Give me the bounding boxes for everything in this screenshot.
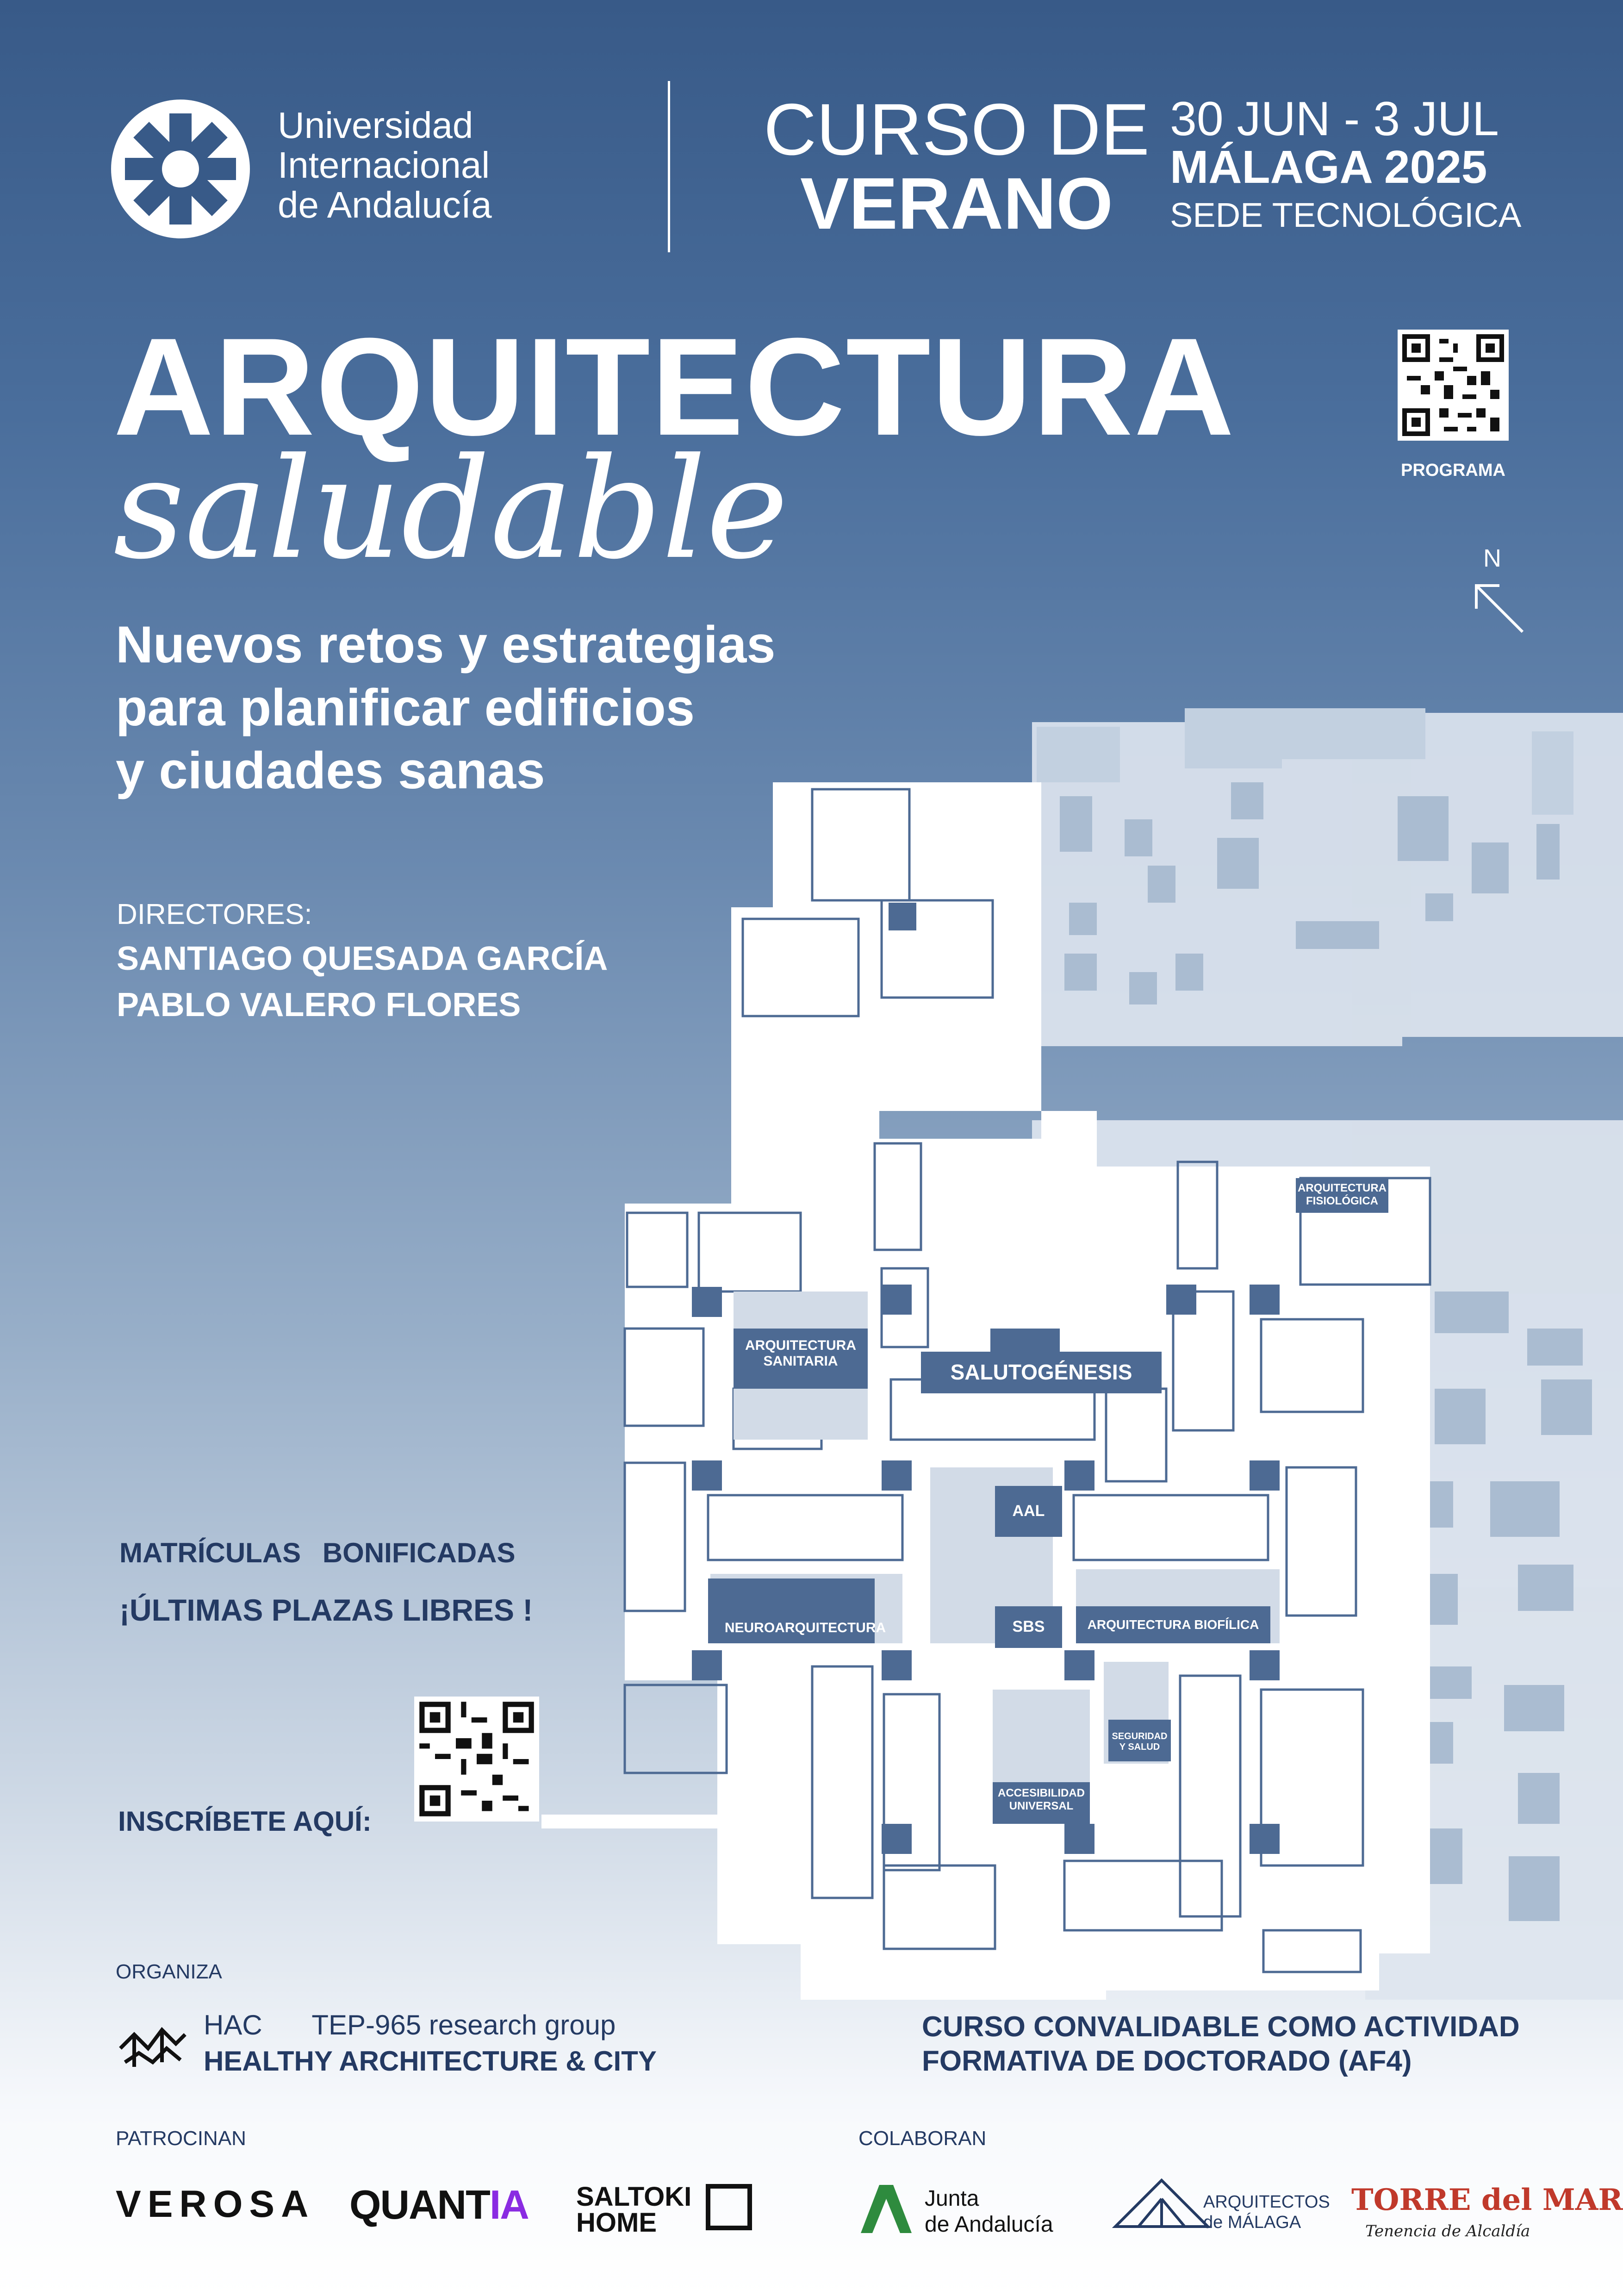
- junta-andalucia-icon: [858, 2180, 914, 2238]
- zone-arquitectura-biofilica: ARQUITECTURA BIOFÍLICA: [1087, 1617, 1259, 1632]
- course-details: [1170, 92, 1522, 239]
- saltoki-square-icon: [706, 2184, 752, 2230]
- junta-andalucia-logo: Junta de Andalucía: [925, 2186, 1053, 2237]
- verosa-logo: VEROSA: [116, 2183, 315, 2225]
- zone-aal: AAL: [1012, 1502, 1045, 1520]
- saltoki-logo: SALTOKI HOME: [576, 2182, 692, 2238]
- arquitectos-malaga-icon: [1111, 2173, 1213, 2234]
- colaboran-label: COLABORAN: [858, 2127, 987, 2150]
- university-name: Universidad Internacional de Andalucía: [278, 105, 492, 225]
- director-name: SANTIAGO QUESADA GARCÍA: [117, 940, 608, 977]
- course-type-line1: CURSO DE: [764, 89, 1150, 170]
- header-divider: [668, 81, 670, 252]
- zone-accesibilidad-universal: ACCESIBILIDAD UNIVERSAL: [997, 1787, 1085, 1812]
- directors-label: DIRECTORES:: [117, 898, 312, 930]
- zone-sbs: SBS: [1012, 1618, 1045, 1635]
- program-qr-label: PROGRAMA: [1401, 461, 1505, 480]
- main-title: ARQUITECTURA: [113, 309, 1235, 464]
- zone-arquitectura-fisiologica: ARQUITECTURA FISIOLÓGICA: [1298, 1182, 1387, 1207]
- zone-neuroarquitectura: NEUROARQUITECTURA: [724, 1620, 886, 1635]
- quantia-logo: QUANTIA: [349, 2182, 529, 2227]
- matriculas-text: MATRÍCULAS BONIFICADAS: [119, 1537, 516, 1568]
- last-places-text: ¡ÚLTIMAS PLAZAS LIBRES !: [119, 1593, 533, 1627]
- torre-del-mar-logo: TORRE del MAR: [1351, 2183, 1623, 2217]
- north-indicator: N: [1483, 544, 1501, 572]
- doctoral-credit-note: CURSO CONVALIDABLE COMO ACTIVIDAD FORMATIVA DE DOCTORADO (AF4): [922, 2011, 1520, 2077]
- organiza-label: ORGANIZA: [116, 1960, 222, 1983]
- register-label: INSCRÍBETE AQUÍ:: [118, 1806, 372, 1837]
- course-type-line2: VERANO: [800, 163, 1113, 244]
- zone-salutogenesis: SALUTOGÉNESIS: [950, 1360, 1132, 1384]
- director-name: PABLO VALERO FLORES: [117, 986, 521, 1023]
- organizer-name: HEALTHY ARCHITECTURE & CITY: [204, 2046, 657, 2077]
- course-city-year: MÁLAGA 2025: [1170, 141, 1487, 193]
- zone-arquitectura-sanitaria: ARQUITECTURA SANITARIA: [745, 1338, 856, 1369]
- subtitle: Nuevos retos y estrategias para planificar edificios y ciudades sanas: [116, 616, 776, 799]
- torre-del-mar-subtitle: Tenencia de Alcaldía: [1365, 2222, 1530, 2240]
- program-qr-code[interactable]: [1398, 330, 1509, 441]
- course-venue: SEDE TECNOLÓGICA: [1170, 196, 1522, 234]
- course-type: [764, 89, 1150, 244]
- hac-logo-icon: [116, 2016, 190, 2071]
- arquitectos-malaga-logo: ARQUITECTOS de MÁLAGA: [1203, 2192, 1330, 2232]
- register-qr-code[interactable]: [414, 1697, 539, 1822]
- organizer-group: HAC TEP-965 research group: [204, 2009, 616, 2040]
- course-dates: 30 JUN - 3 JUL: [1170, 92, 1499, 146]
- zone-seguridad-salud: SEGURIDAD Y SALUD: [1112, 1731, 1168, 1752]
- main-title-script: saludable: [113, 428, 789, 590]
- patrocinan-label: PATROCINAN: [116, 2127, 246, 2150]
